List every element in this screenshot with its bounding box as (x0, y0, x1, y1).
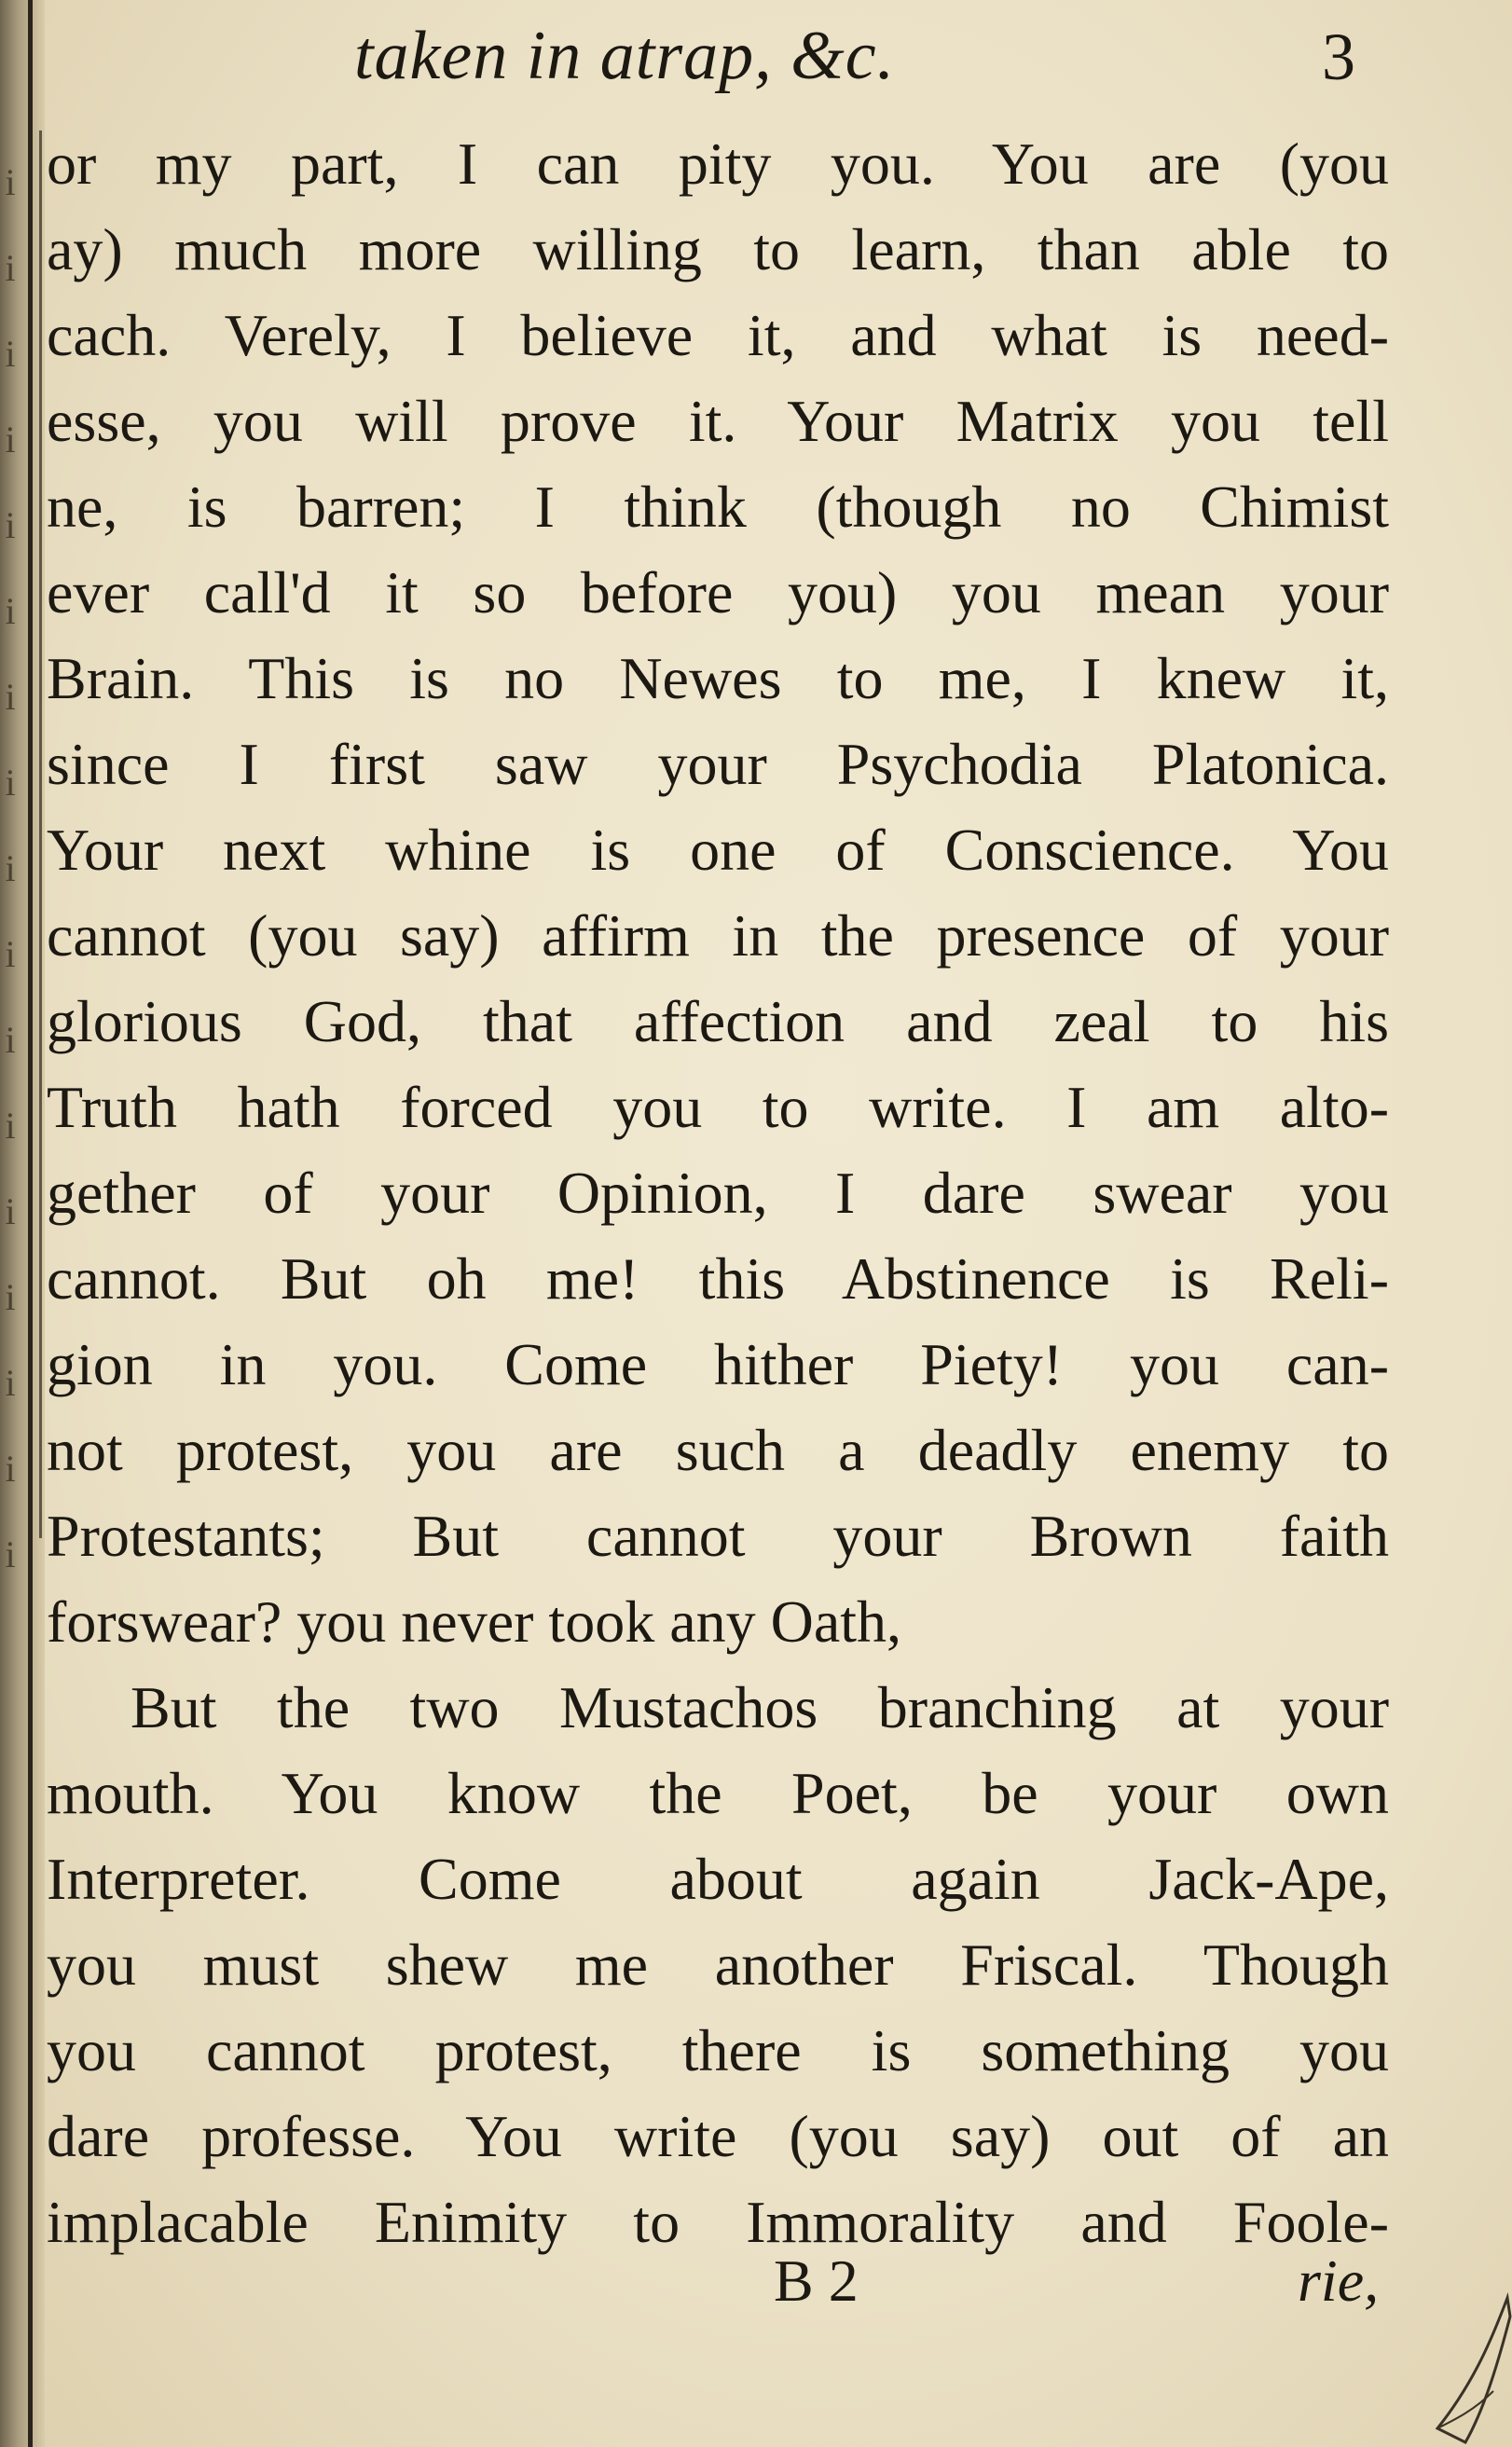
page-number: 3 (1322, 20, 1355, 94)
text-line: Protestants; But cannot your Brown faith (47, 1503, 1389, 1569)
text-line: implacable Enimity to Immorality and Foole- (47, 2189, 1389, 2255)
text-line: ever call'd it so before you) you mean your (47, 559, 1389, 625)
margin-mark: i (5, 1190, 16, 1232)
text-line: Your next whine is one of Conscience. You (47, 817, 1389, 883)
text-line: or my part, I can pity you. You are (you (47, 131, 1389, 197)
margin-mark: i (5, 161, 16, 203)
text-line: esse, you will prove it. Your Matrix you tell (47, 388, 1389, 454)
text-line: ay) much more willing to learn, than able to (47, 216, 1389, 282)
text-line: gether of your Opinion, I dare swear you (47, 1160, 1389, 1226)
catchword: rie, (1298, 2248, 1380, 2314)
text-line: mouth. You know the Poet, be your own (47, 1760, 1389, 1826)
text-line: forswear? you never took any Oath, (47, 1588, 901, 1655)
margin-mark: i (5, 419, 16, 461)
text-line: cannot (you say) affirm in the presence of your (47, 902, 1389, 969)
text-line: dare professe. You write (you say) out of an (47, 2103, 1389, 2169)
page-curl-mark (1409, 2279, 1512, 2447)
text-line: Truth hath forced you to write. I am alto- (47, 1074, 1389, 1140)
margin-mark: i (5, 847, 16, 889)
margin-mark: i (5, 762, 16, 804)
running-head: taken in atrap, &c. (354, 18, 896, 94)
margin-mark: i (5, 590, 16, 632)
margin-mark: i (5, 1276, 16, 1318)
margin-mark: i (5, 933, 16, 975)
verse-line: But the two Mustachos branching at your (131, 1674, 1389, 1740)
margin-mark: i (5, 1362, 16, 1404)
text-line: cannot. But oh me! this Abstinence is Reli- (47, 1245, 1389, 1312)
text-line: gion in you. Come hither Piety! you can- (47, 1331, 1389, 1397)
facing-page-edge (39, 131, 42, 1538)
signature-mark: B 2 (774, 2248, 859, 2314)
margin-mark: i (5, 676, 16, 718)
spine-line (28, 0, 33, 2447)
margin-mark: i (5, 247, 16, 289)
margin-mark: i (5, 1448, 16, 1490)
text-line: not protest, you are such a deadly enemy to (47, 1417, 1389, 1483)
margin-mark: i (5, 1533, 16, 1575)
text-line: Interpreter. Come about again Jack-Ape, (47, 1846, 1389, 1912)
body-text (47, 121, 1389, 2265)
text-line: you must shew me another Friscal. Though (47, 1931, 1389, 1998)
text-line: since I first saw your Psychodia Platonica. (47, 731, 1389, 797)
margin-mark: i (5, 504, 16, 546)
text-line: cach. Verely, I believe it, and what is need- (47, 302, 1389, 368)
margin-mark: i (5, 333, 16, 375)
text-line: glorious God, that affection and zeal to his (47, 988, 1389, 1054)
margin-mark: i (5, 1019, 16, 1061)
text-line: ne, is barren; I think (though no Chimist (47, 474, 1389, 540)
text-line: Brain. This is no Newes to me, I knew it, (47, 645, 1389, 711)
margin-mark: i (5, 1105, 16, 1147)
text-line: you cannot protest, there is something you (47, 2017, 1389, 2083)
facing-page-margin (0, 140, 21, 1598)
